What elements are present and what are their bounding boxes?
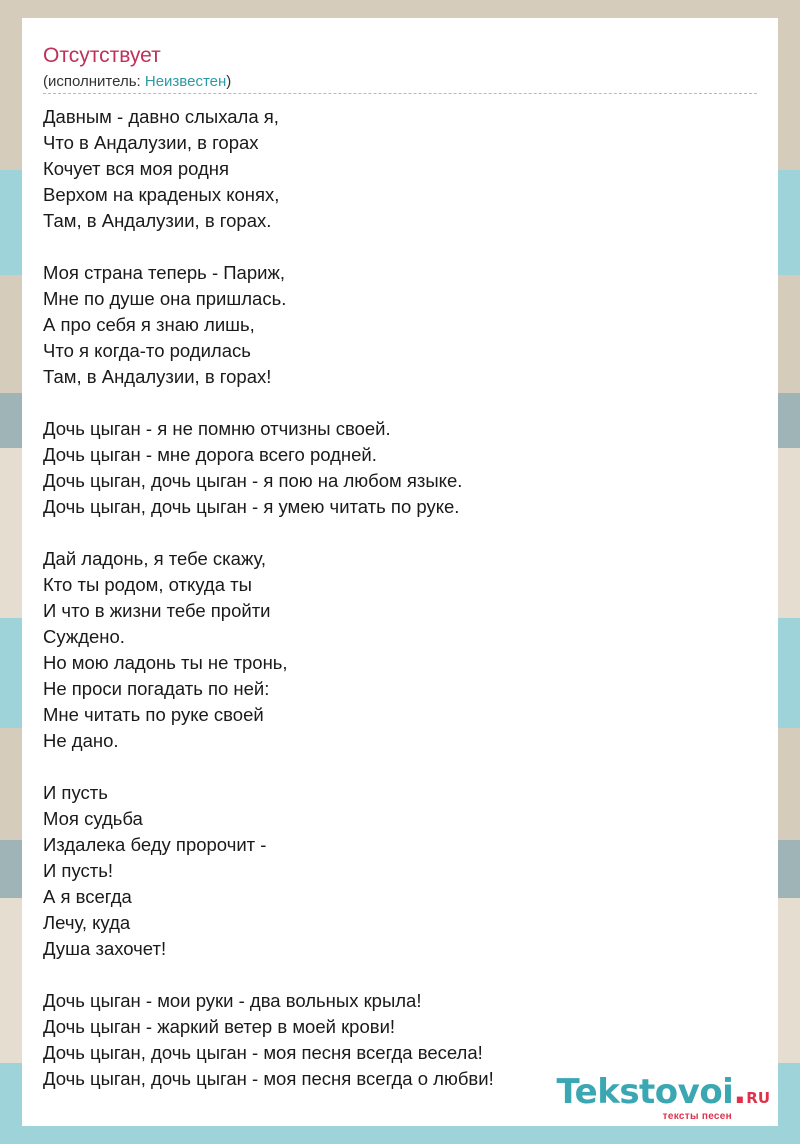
title-divider [43, 93, 757, 94]
lyric-line: А про себя я знаю лишь, [43, 314, 255, 335]
logo-dot: . [733, 1072, 747, 1112]
logo-tagline: тексты песен [662, 1111, 732, 1122]
lyric-line: Душа захочет! [43, 938, 167, 959]
lyric-line: Дочь цыган - мои руки - два вольных крыла! [43, 990, 422, 1011]
lyric-line: Дочь цыган, дочь цыган - моя песня всегда весела! [43, 1042, 483, 1063]
lyric-line: Дочь цыган, дочь цыган - я пою на любом языке. [43, 470, 463, 491]
lyric-line: Там, в Андалузии, в горах. [43, 210, 272, 231]
stanza-gap [43, 520, 763, 546]
lyric-line: Дочь цыган - я не помню отчизны своей. [43, 418, 391, 439]
lyric-line: И что в жизни тебе пройти [43, 600, 271, 621]
artist-link[interactable]: Неизвестен [144, 73, 227, 90]
stanza-gap [43, 962, 763, 988]
logo-name: Tekstovoi [556, 1072, 734, 1112]
song-title: Отсутствует [43, 44, 161, 67]
artist-suffix: ) [226, 73, 232, 90]
lyric-line: Давным - давно слыхала я, [43, 106, 279, 127]
lyric-line: Дочь цыган, дочь цыган - я умею читать по руке. [43, 496, 460, 517]
lyrics-card [22, 18, 778, 1126]
lyric-line: И пусть [43, 782, 108, 803]
lyric-line: Что в Андалузии, в горах [43, 132, 259, 153]
lyric-line: И пусть! [43, 860, 113, 881]
lyric-line: Дочь цыган, дочь цыган - моя песня всегда о любви! [43, 1068, 494, 1089]
stanza-gap [43, 390, 763, 416]
lyric-line: Не дано. [43, 730, 119, 751]
lyrics-text [43, 104, 763, 1092]
lyric-line: Дочь цыган - мне дорога всего родней. [43, 444, 377, 465]
lyric-line: Верхом на краденых конях, [43, 184, 280, 205]
lyric-line: Моя страна теперь - Париж, [43, 262, 285, 283]
lyric-line: Не проси погадать по ней: [43, 678, 270, 699]
stanza-gap [43, 234, 763, 260]
lyric-line: Кочует вся моя родня [43, 158, 230, 179]
lyric-line: Моя судьба [43, 808, 143, 829]
logo-tld: RU [746, 1089, 770, 1107]
lyric-line: Мне читать по руке своей [43, 704, 264, 725]
lyric-line: Но мою ладонь ты не тронь, [43, 652, 288, 673]
lyric-line: Что я когда-то родилась [43, 340, 251, 361]
lyric-line: А я всегда [43, 886, 132, 907]
stanza-gap [43, 754, 763, 780]
lyric-line: Кто ты родом, откуда ты [43, 574, 252, 595]
lyric-line: Там, в Андалузии, в горах! [43, 366, 272, 387]
artist-line [43, 73, 231, 90]
lyric-line: Лечу, куда [43, 912, 131, 933]
lyric-line: Суждено. [43, 626, 125, 647]
lyric-line: Мне по душе она пришлась. [43, 288, 287, 309]
tekstovoi-logo[interactable] [556, 1072, 770, 1122]
lyric-line: Издалека беду пророчит - [43, 834, 267, 855]
lyric-line: Дай ладонь, я тебе скажу, [43, 548, 267, 569]
artist-prefix: (исполнитель: [43, 73, 145, 90]
lyric-line: Дочь цыган - жаркий ветер в моей крови! [43, 1016, 396, 1037]
